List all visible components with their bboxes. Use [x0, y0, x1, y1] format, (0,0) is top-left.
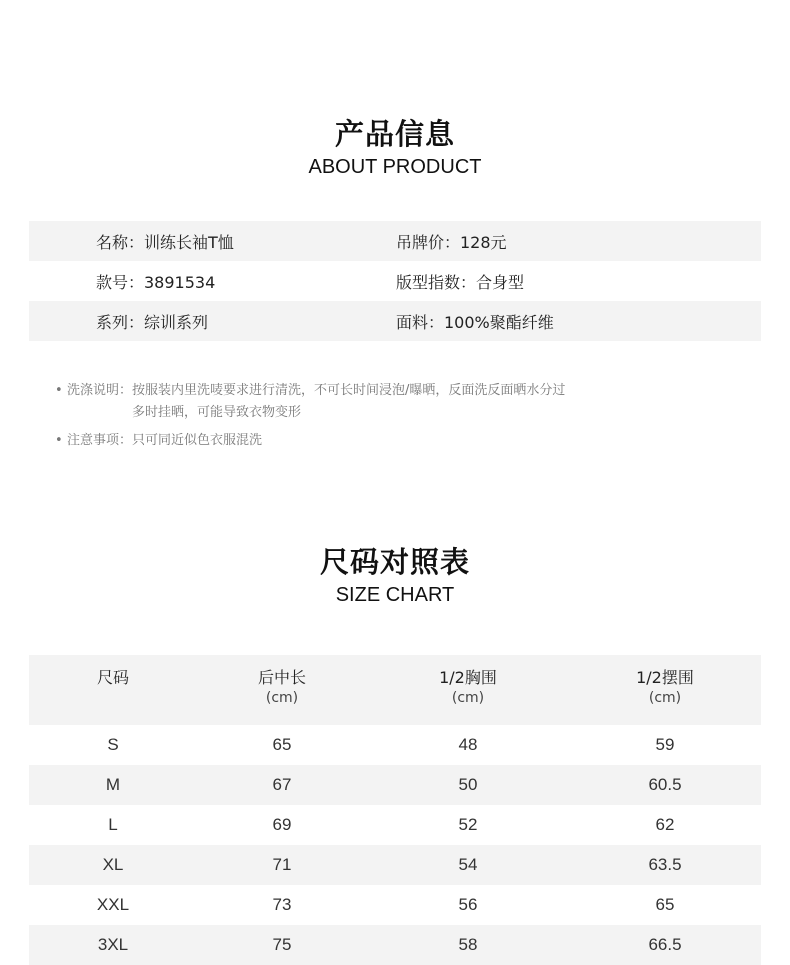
cell-half-hem: 59: [655, 735, 675, 754]
style-number: 款号：3891534: [96, 272, 216, 292]
cell-size: M: [29, 765, 197, 805]
size-chart-subtitle: SIZE CHART: [335, 584, 455, 606]
table-row: [29, 805, 761, 845]
cell-half-hem: 66.5: [569, 925, 761, 965]
info-row: [29, 301, 761, 341]
cell-size: XL: [29, 845, 197, 885]
table-row: [29, 885, 761, 925]
product-info-table: [29, 221, 761, 341]
fit-index: 版型指数：合身型: [396, 272, 525, 292]
cell-half-chest: 52: [458, 815, 478, 834]
fabric: 面料：100%聚酯纤维: [396, 312, 554, 332]
size-chart-table: [29, 655, 761, 965]
product-info-subtitle: ABOUT PRODUCT: [308, 156, 482, 178]
cell-half-chest: 58: [367, 925, 569, 965]
cell-back-length: 73: [272, 895, 292, 914]
note-text: 按服装内里洗唛要求进行清洗，不可长时间浸泡/曝晒，反面洗反面晒水分过多时挂晒，可能导致衣物变形: [132, 383, 566, 420]
header-unit: (cm): [451, 690, 485, 706]
header-size: [29, 655, 197, 725]
cell-back-length: 69: [272, 815, 292, 834]
header-unit: (cm): [265, 690, 299, 706]
note-label: 注意事项：: [67, 433, 133, 448]
cell-half-chest: 56: [458, 895, 478, 914]
bullet-icon: •: [55, 383, 63, 398]
cell-half-hem: 60.5: [569, 765, 761, 805]
cell-back-length: 67: [197, 765, 367, 805]
header-half-hem: [569, 655, 761, 725]
header-label: 后中长: [257, 668, 306, 687]
cell-half-hem: 63.5: [569, 845, 761, 885]
cell-back-length: 75: [197, 925, 367, 965]
list-item: [55, 380, 572, 424]
header-label: 1/2摆围: [636, 668, 694, 687]
table-header-row: [29, 655, 761, 725]
cell-half-chest: 50: [367, 765, 569, 805]
cell-size: S: [107, 735, 119, 754]
list-item: [55, 430, 572, 452]
cell-half-chest: 54: [367, 845, 569, 885]
tag-price: 吊牌价：128元: [396, 232, 507, 252]
cell-size: L: [108, 815, 118, 834]
table-row: [29, 925, 761, 965]
header-half-chest: [367, 655, 569, 725]
table-row: [29, 725, 761, 765]
size-chart-title: 尺码对照表: [319, 545, 470, 579]
care-notes: [55, 380, 572, 452]
header-back-length: [197, 655, 367, 725]
note-label: 洗涤说明：: [67, 383, 133, 398]
header-label: 1/2胸围: [439, 668, 497, 687]
cell-back-length: 65: [272, 735, 292, 754]
table-row: [29, 765, 761, 805]
cell-back-length: 71: [197, 845, 367, 885]
header-label: 尺码: [96, 668, 129, 687]
table-row: [29, 845, 761, 885]
bullet-icon: •: [55, 433, 63, 448]
series: 系列：综训系列: [96, 312, 209, 332]
cell-size: XXL: [96, 895, 130, 914]
header-unit: (cm): [648, 690, 682, 706]
info-row: [29, 221, 761, 261]
cell-half-hem: 65: [655, 895, 675, 914]
cell-size: 3XL: [29, 925, 197, 965]
cell-half-chest: 48: [458, 735, 478, 754]
note-text: 只可同近似色衣服混洗: [132, 433, 263, 448]
product-name: 名称：训练长袖T恤: [96, 232, 234, 252]
product-info-title: 产品信息: [334, 117, 455, 151]
info-row: [29, 261, 761, 301]
cell-half-hem: 62: [655, 815, 675, 834]
